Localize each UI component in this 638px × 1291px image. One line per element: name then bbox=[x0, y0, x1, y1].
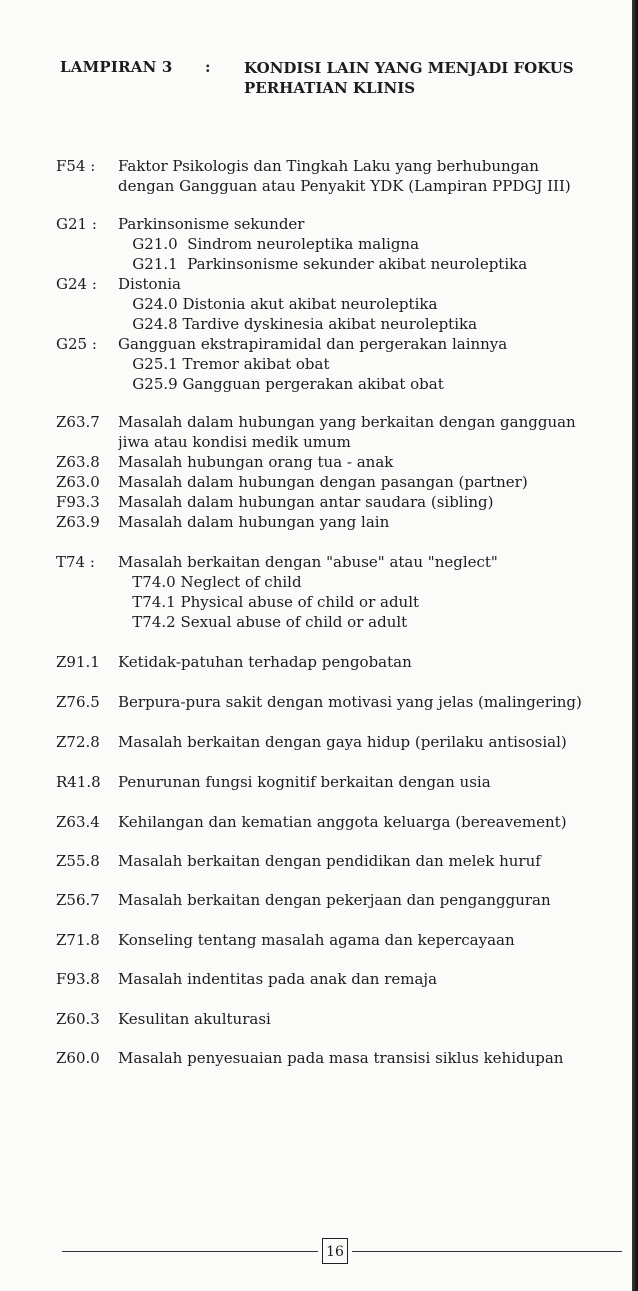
entry-line: Masalah dalam hubungan antar saudara (sibling) bbox=[118, 493, 494, 511]
entry-line: dengan Gangguan atau Penyakit YDK (Lampiran PPDGJ III) bbox=[118, 177, 571, 195]
entry-code: Z91.1 bbox=[56, 653, 100, 671]
entry-subline: T74.1 Physical abuse of child or adult bbox=[118, 593, 420, 611]
entry-line: Masalah berkaitan dengan pekerjaan dan pengangguran bbox=[118, 891, 551, 909]
entry-code: G21 : bbox=[56, 215, 97, 233]
entry-subline: G21.0 Sindrom neuroleptika maligna bbox=[118, 235, 420, 253]
entry-code: Z60.3 bbox=[56, 1010, 100, 1028]
entry-code: Z76.5 bbox=[56, 693, 100, 711]
entry-code: G24 : bbox=[56, 275, 97, 293]
entry-code: F93.3 bbox=[56, 493, 100, 511]
entry-code: F93.8 bbox=[56, 970, 100, 988]
entry-line: Konseling tentang masalah agama dan kepercayaan bbox=[118, 931, 515, 949]
entry-line: Masalah penyesuaian pada masa transisi siklus kehidupan bbox=[118, 1049, 564, 1067]
entry-code: Z71.8 bbox=[56, 931, 100, 949]
entry-line: Masalah berkaitan dengan gaya hidup (perilaku antisosial) bbox=[118, 733, 567, 751]
entry-code: Z55.8 bbox=[56, 852, 100, 870]
header-colon: : bbox=[205, 58, 211, 76]
entry-subline: G21.1 Parkinsonisme sekunder akibat neuroleptika bbox=[118, 255, 528, 273]
entry-line: Ketidak-patuhan terhadap pengobatan bbox=[118, 653, 412, 671]
entry-line: Penurunan fungsi kognitif berkaitan dengan usia bbox=[118, 773, 491, 791]
entry-line: Kehilangan dan kematian anggota keluarga (bereavement) bbox=[118, 813, 567, 831]
entry-line: Berpura-pura sakit dengan motivasi yang jelas (malingering) bbox=[118, 693, 582, 711]
entry-code: Z63.4 bbox=[56, 813, 100, 831]
entry-code: Z63.7 bbox=[56, 413, 100, 431]
page-title-line1: KONDISI LAIN YANG MENJADI FOKUS bbox=[244, 59, 574, 77]
entry-code: Z63.9 bbox=[56, 513, 100, 531]
entry-line: Gangguan ekstrapiramidal dan pergerakan lainnya bbox=[118, 335, 508, 353]
entry-code: F54 : bbox=[56, 157, 96, 175]
entry-line: Masalah dalam hubungan yang berkaitan dengan gangguan bbox=[118, 413, 576, 431]
page-number: 16 bbox=[322, 1238, 348, 1264]
entry-line: Kesulitan akulturasi bbox=[118, 1010, 271, 1028]
entry-code: G25 : bbox=[56, 335, 97, 353]
entry-line: Masalah hubungan orang tua - anak bbox=[118, 453, 394, 471]
entry-code: Z63.8 bbox=[56, 453, 100, 471]
entry-line: Masalah dalam hubungan dengan pasangan (partner) bbox=[118, 473, 528, 491]
entry-line: Faktor Psikologis dan Tingkah Laku yang berhubungan bbox=[118, 157, 539, 175]
entry-code: R41.8 bbox=[56, 773, 101, 791]
entry-subline: G25.1 Tremor akibat obat bbox=[118, 355, 330, 373]
page-title-line2: PERHATIAN KLINIS bbox=[244, 79, 416, 97]
entry-line: jiwa atau kondisi medik umum bbox=[118, 433, 351, 451]
entry-line: Masalah indentitas pada anak dan remaja bbox=[118, 970, 438, 988]
entry-subline: G24.8 Tardive dyskinesia akibat neuroleptika bbox=[118, 315, 478, 333]
footer-rule-left bbox=[62, 1251, 318, 1252]
page-title bbox=[244, 58, 638, 98]
entry-code: Z72.8 bbox=[56, 733, 100, 751]
entry-line: Masalah dalam hubungan yang lain bbox=[118, 513, 390, 531]
entry-code: Z63.0 bbox=[56, 473, 100, 491]
entry-subline: G24.0 Distonia akut akibat neuroleptika bbox=[118, 295, 438, 313]
entry-code: Z56.7 bbox=[56, 891, 100, 909]
entry-subline: G25.9 Gangguan pergerakan akibat obat bbox=[118, 375, 444, 393]
entry-line: Distonia bbox=[118, 275, 181, 293]
entry-code: Z60.0 bbox=[56, 1049, 100, 1067]
entry-code: T74 : bbox=[56, 553, 95, 571]
entry-subline: T74.0 Neglect of child bbox=[118, 573, 302, 591]
footer-rule-right bbox=[352, 1251, 622, 1252]
appendix-label: LAMPIRAN 3 bbox=[60, 58, 173, 76]
entry-line: Parkinsonisme sekunder bbox=[118, 215, 305, 233]
entry-subline: T74.2 Sexual abuse of child or adult bbox=[118, 613, 408, 631]
entry-line: Masalah berkaitan dengan "abuse" atau "neglect" bbox=[118, 553, 498, 571]
entry-line: Masalah berkaitan dengan pendidikan dan melek huruf bbox=[118, 852, 541, 870]
